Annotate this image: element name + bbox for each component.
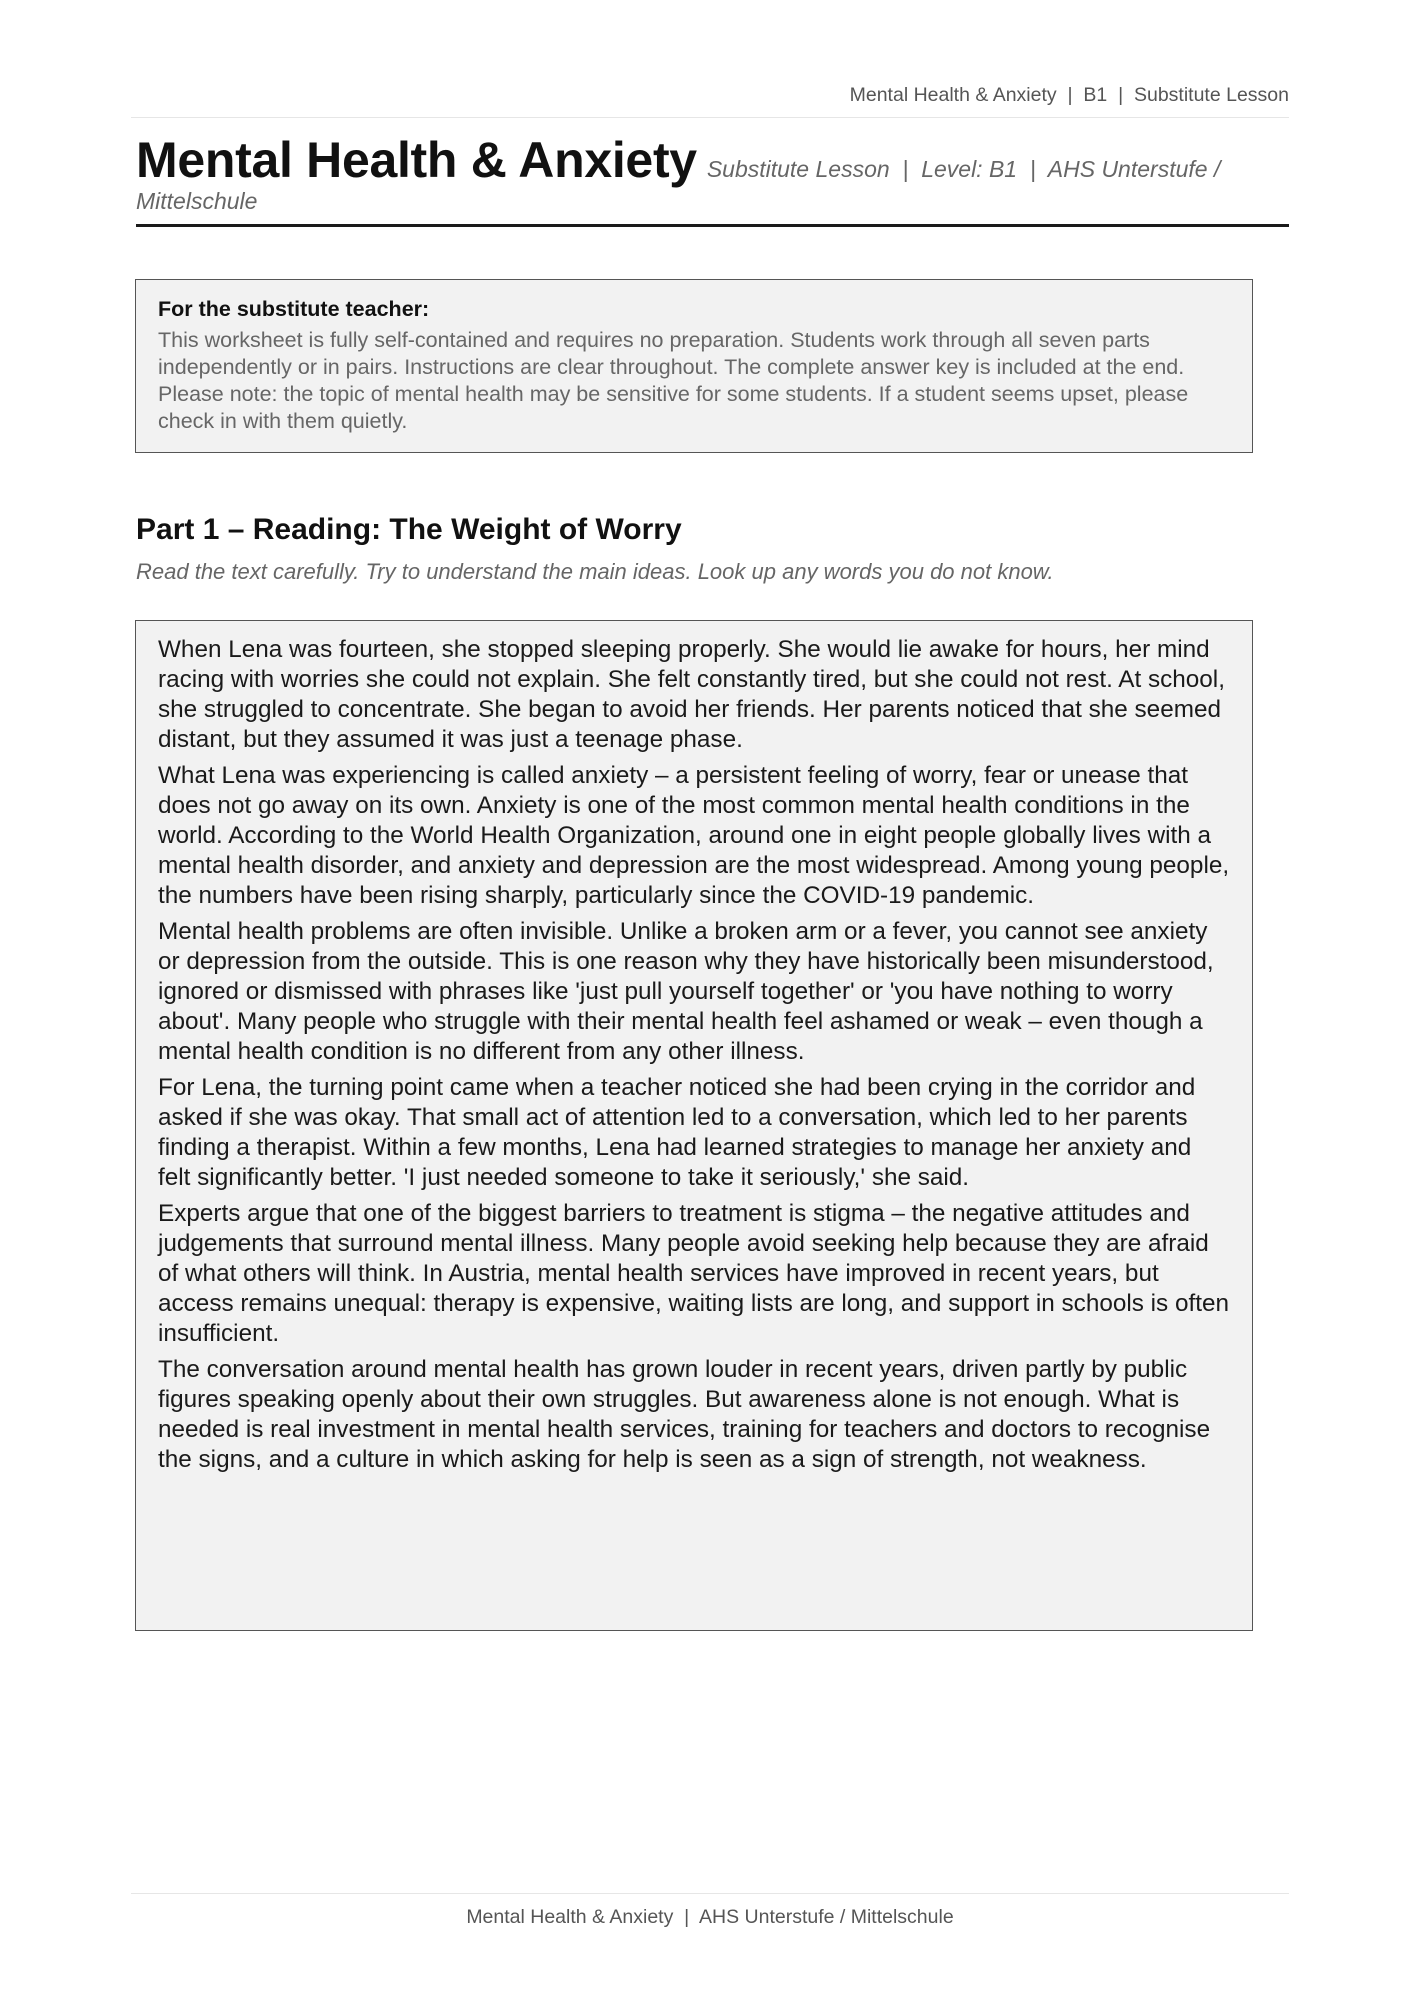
reading-paragraph: What Lena was experiencing is called anxiety – a persistent feeling of worry, fear or unease that does not go away on its own. Anxiety is one of the most common mental health conditions in the world. According to the World Health Organization, around one in eight people globally lives with a mental health disorder, and anxiety and depression are the most widespread. Among young people, the numbers have been rising sharply, particularly since the COVID-19 pandemic. — [158, 762, 1230, 909]
page-title: Mental Health & Anxiety — [136, 132, 697, 188]
part1-heading: Part 1 – Reading: The Weight of Worry — [136, 513, 682, 546]
running-header-text: Mental Health & Anxiety | B1 | Substitute Lesson — [849, 84, 1289, 106]
reading-paragraph: Experts argue that one of the biggest barriers to treatment is stigma – the negative attitudes and judgements that surround mental illness. Many people avoid seeking help because they are afraid of what others will think. In Austria, mental health services have improved in recent years, but access remains unequal: therapy is expensive, waiting lists are long, and support in schools is often insufficient. — [158, 1200, 1229, 1347]
part1-instructions: Read the text carefully. Try to understand the main ideas. Look up any words you do not know. — [136, 559, 1054, 584]
title-line — [136, 132, 1289, 190]
reading-text-box — [135, 620, 1253, 1631]
running-header — [131, 84, 1289, 118]
reading-paragraph: The conversation around mental health has grown louder in recent years, driven partly by public figures speaking openly about their own struggles. But awareness alone is not enough. What is needed is real investment in mental health services, training for teachers and doctors to recognise the signs, and a culture in which asking for help is seen as a sign of strength, not weakness. — [158, 1356, 1211, 1473]
teacher-note-box — [135, 279, 1253, 453]
teacher-note-heading: For the substitute teacher: — [158, 297, 430, 321]
teacher-note-body: This worksheet is fully self-contained and requires no preparation. Students work through all seven parts independently or in pairs. Instructions are clear throughout. The complete answer key is included at the end. Please note: the topic of mental health may be sensitive for some students. If a student seems upset, please check in with them quietly. — [158, 328, 1189, 433]
reading-paragraph: For Lena, the turning point came when a teacher noticed she had been crying in the corridor and asked if she was okay. That small act of attention led to a conversation, which led to her parents finding a therapist. Within a few months, Lena had learned strategies to manage her anxiety and felt significantly better. 'I just needed someone to take it seriously,' she said. — [158, 1074, 1196, 1191]
running-footer — [131, 1893, 1289, 1929]
page-subtitle-continued: Mittelschule — [136, 187, 258, 214]
reading-paragraph: When Lena was fourteen, she stopped sleeping properly. She would lie awake for hours, her mind racing with worries she could not explain. She felt constantly tired, but she could not rest. At school, she struggled to concentrate. She began to avoid her friends. Her parents noticed that she seemed distant, but they assumed it was just a teenage phase. — [158, 636, 1225, 753]
running-footer-text: Mental Health & Anxiety | AHS Unterstufe / Mittelschule — [466, 1906, 954, 1928]
page-subtitle: Substitute Lesson | Level: B1 | AHS Unterstufe / — [706, 156, 1221, 182]
title-block — [136, 132, 1289, 227]
reading-paragraph: Mental health problems are often invisible. Unlike a broken arm or a fever, you cannot see anxiety or depression from the outside. This is one reason why they have historically been misunderstood, ignored or dismissed with phrases like 'just pull yourself together' or 'you have nothing to worry about'. Many people who struggle with their mental health feel ashamed or weak – even though a mental health condition is no different from any other illness. — [158, 918, 1214, 1065]
